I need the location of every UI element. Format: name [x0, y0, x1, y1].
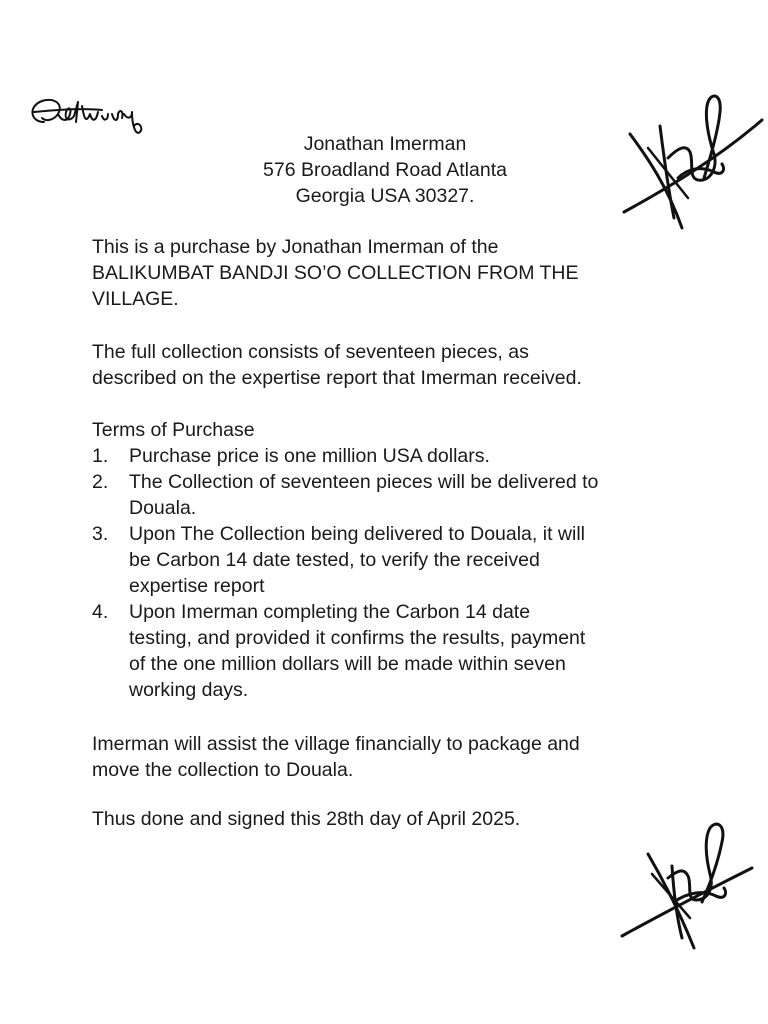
collection-line: The full collection consists of seventeen pieces, as	[92, 341, 529, 363]
term-line: expertise report	[129, 575, 265, 597]
closing-statement	[92, 806, 692, 832]
signature-bottom-right	[612, 818, 762, 958]
term-line: working days.	[129, 679, 249, 701]
term-item	[92, 443, 692, 469]
term-line: Purchase price is one million USA dollars.	[129, 445, 490, 467]
recipient-name: Jonathan Imerman	[303, 133, 467, 155]
intro-line: This is a purchase by Jonathan Imerman of the	[92, 236, 499, 258]
term-number: 2.	[92, 471, 109, 493]
assist-paragraph	[92, 731, 692, 783]
term-line: The Collection of seventeen pieces will be delivered to	[129, 471, 599, 493]
term-line: Douala.	[129, 497, 197, 519]
term-line: Upon The Collection being delivered to Douala, it will	[129, 523, 585, 545]
term-line: Upon Imerman completing the Carbon 14 date	[129, 601, 531, 623]
intro-line: VILLAGE.	[92, 288, 179, 310]
signature-top-left	[24, 92, 154, 150]
term-item	[92, 521, 692, 599]
term-number: 3.	[92, 523, 109, 545]
state-zip: Georgia USA 30327.	[295, 185, 475, 207]
collection-paragraph	[92, 339, 692, 391]
term-line: testing, and provided it confirms the results, payment	[129, 627, 586, 649]
assist-line: Imerman will assist the village financially to package and	[92, 733, 580, 755]
term-item	[92, 599, 692, 703]
closing-line: Thus done and signed this 28th day of April 2025.	[92, 808, 521, 830]
term-number: 4.	[92, 601, 109, 623]
signature-top-right	[618, 88, 768, 238]
terms-list	[92, 443, 692, 703]
collection-line: described on the expertise report that Imerman received.	[92, 367, 582, 389]
assist-line: move the collection to Douala.	[92, 759, 354, 781]
terms-heading: Terms of Purchase	[92, 419, 255, 441]
street-address: 576 Broadland Road Atlanta	[263, 159, 507, 181]
term-number: 1.	[92, 445, 109, 467]
intro-paragraph	[92, 234, 692, 312]
term-line: of the one million dollars will be made within seven	[129, 653, 566, 675]
term-item	[92, 469, 692, 521]
address-block	[190, 131, 580, 209]
term-line: be Carbon 14 date tested, to verify the received	[129, 549, 540, 571]
intro-line: BALIKUMBAT BANDJI SO’O COLLECTION FROM THE	[92, 262, 579, 284]
